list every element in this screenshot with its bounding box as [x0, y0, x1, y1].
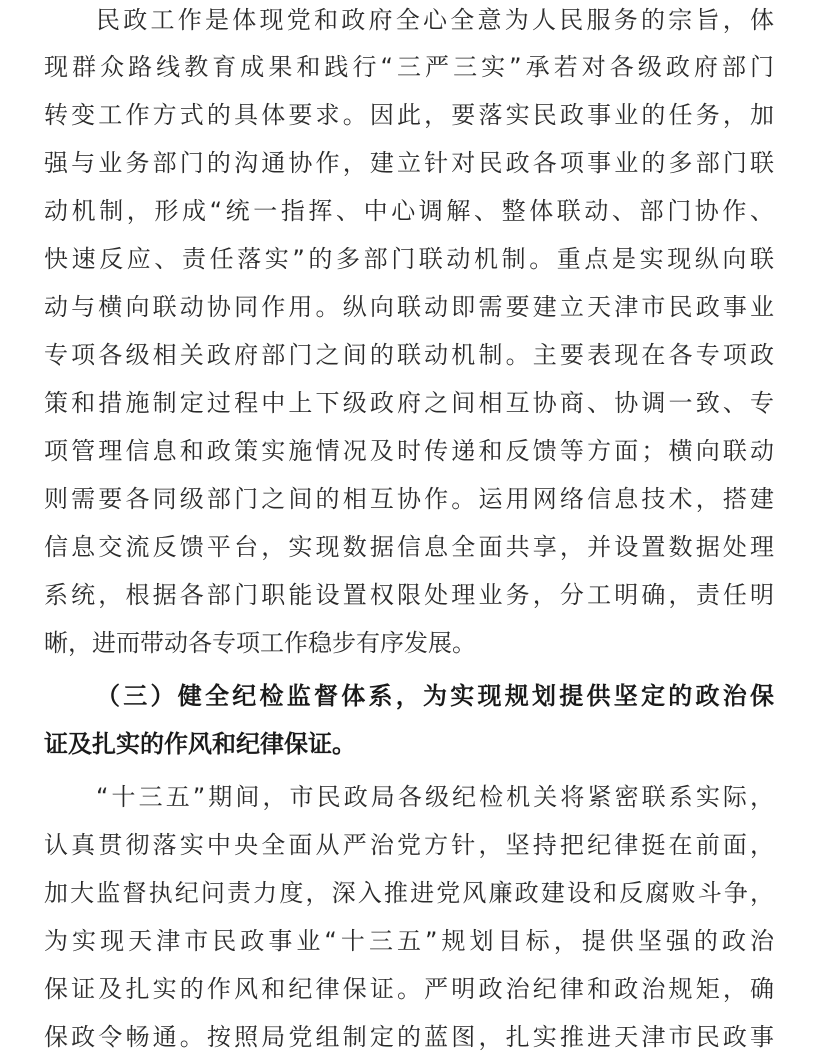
- paragraph-2-line-6: 保政令畅通。按照局党组制定的蓝图，扎实推进天津市民政事: [44, 1023, 774, 1051]
- paragraph-2-line-3: 加大监督执纪问责力度，深入推进党风廉政建设和反腐败斗争，: [44, 879, 774, 907]
- paragraph-2-line-1: “十三五”期间，市民政局各级纪检机关将紧密联系实际，: [96, 783, 774, 811]
- paragraph-1-line-8: 专项各级相关政府部门之间的联动机制。主要表现在各专项政: [44, 341, 774, 369]
- paragraph-1-line-14: 晰，进而带动各专项工作稳步有序发展。: [44, 629, 476, 657]
- paragraph-1-line-1: 民政工作是体现党和政府全心全意为人民服务的宗旨，体: [96, 6, 774, 34]
- paragraph-2-line-5: 保证及扎实的作风和纪律保证。严明政治纪律和政治规矩，确: [44, 975, 774, 1003]
- section-heading-line-2: 证及扎实的作风和纪律保证。: [44, 730, 356, 758]
- paragraph-1-line-9: 策和措施制定过程中上下级政府之间相互协商、协调一致、专: [44, 389, 774, 417]
- paragraph-1-line-4: 强与业务部门的沟通协作，建立针对民政各项事业的多部门联: [44, 149, 774, 177]
- paragraph-2-line-4: 为实现天津市民政事业“十三五”规划目标，提供坚强的政治: [44, 927, 774, 955]
- paragraph-1-line-7: 动与横向联动协同作用。纵向联动即需要建立天津市民政事业: [44, 293, 774, 321]
- paragraph-1-line-6: 快速反应、责任落实”的多部门联动机制。重点是实现纵向联: [44, 245, 774, 273]
- section-heading-line-1: （三）健全纪检监督体系，为实现规划提供坚定的政治保: [96, 682, 774, 710]
- paragraph-1-line-2: 现群众路线教育成果和践行“三严三实”承若对各级政府部门: [44, 53, 774, 81]
- paragraph-2-line-2: 认真贯彻落实中央全面从严治党方针，坚持把纪律挺在前面，: [44, 831, 774, 859]
- paragraph-1-line-11: 则需要各同级部门之间的相互协作。运用网络信息技术，搭建: [44, 485, 774, 513]
- paragraph-1-line-13: 系统，根据各部门职能设置权限处理业务，分工明确，责任明: [44, 581, 774, 609]
- paragraph-1-line-3: 转变工作方式的具体要求。因此，要落实民政事业的任务，加: [44, 101, 774, 129]
- paragraph-1-line-5: 动机制，形成“统一指挥、中心调解、整体联动、部门协作、: [44, 197, 774, 225]
- paragraph-1-line-10: 项管理信息和政策实施情况及时传递和反馈等方面；横向联动: [44, 437, 774, 465]
- paragraph-1-line-12: 信息交流反馈平台，实现数据信息全面共享，并设置数据处理: [44, 533, 774, 561]
